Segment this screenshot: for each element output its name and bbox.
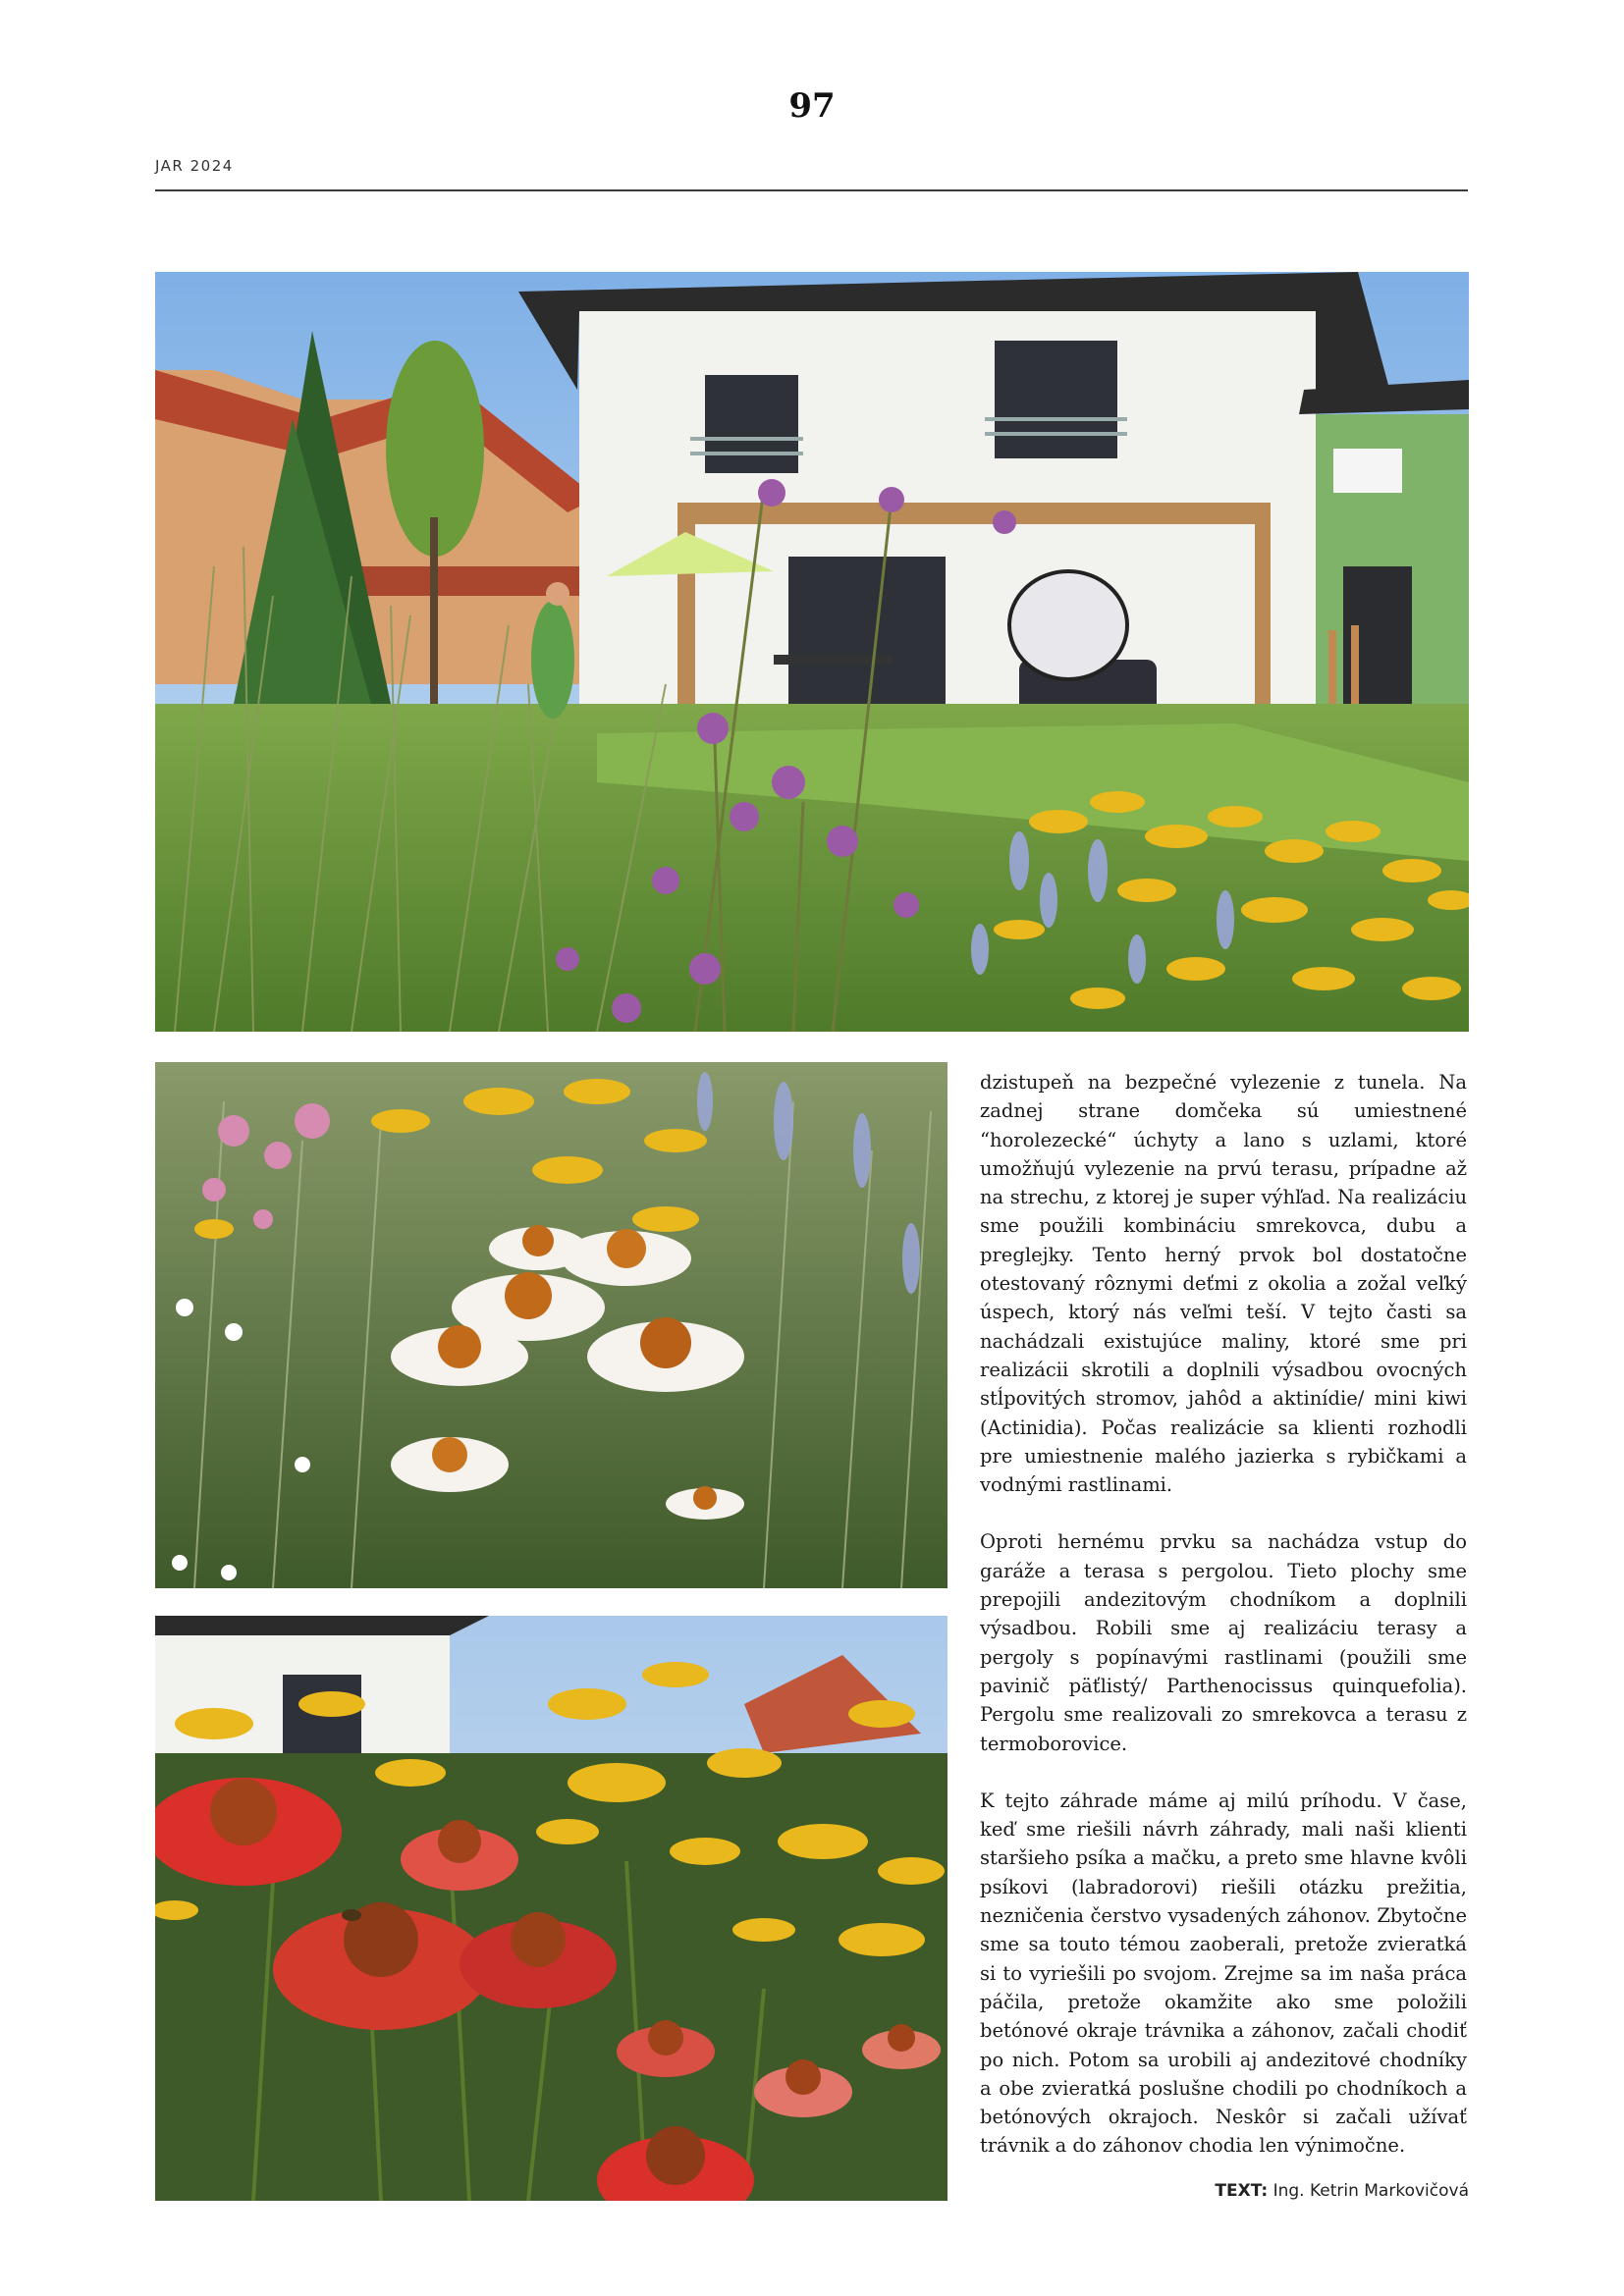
issue-label: JAR 2024 xyxy=(155,157,234,175)
article-text xyxy=(980,1068,1467,2189)
garden-house-illustration xyxy=(155,272,1469,1032)
red-echinacea-illustration xyxy=(155,1616,947,2201)
article-paragraph-1: dzistupeň na bezpečné vylezenie z tunela. Na zadnej strane domčeka sú umiestnené “horolezecké“ úchyty a lano s uzlami, ktoré umožňujú vylezenie na prvú terasu, prípadne až na strechu, z ktorej je super výhľad. Na realizáciu sme použili kombináciu smrekovca, dubu a preglejky. Tento herný prvok bol dostatočne otestovaný rôznymi deťmi z okolia a zožal veľký úspech, ktorý nás veľmi teší. V tejto časti sa nachádzali existujúce maliny, ktoré sme pri realizácii skrotili a doplnili výsadbou ovocných stĺpovitých stromov, jahôd a aktinídie/ mini kiwi (Actinidia). Počas realizácie sa klienti rozhodli pre umiestnenie malého jazierka s rybičkami a vodnými rastlinami. xyxy=(980,1071,1467,1497)
article-paragraph-2: Oproti hernému prvku sa nachádza vstup do garáže a terasa s pergolou. Tieto plochy sme prepojili andezitovým chodníkom a doplnili výsadbou. Robili sme aj realizáciu terasy a pergoly s popínavými rastlinami (použili sme pavinič päťlistý/ Parthenocissus quinquefolia). Pergolu sme realizovali zo smrekovca a terasu z termoborovice. xyxy=(980,1530,1467,1755)
white-echinacea-illustration xyxy=(155,1062,947,1588)
garden-house-photo xyxy=(155,272,1469,1032)
red-echinacea-photo xyxy=(155,1616,947,2201)
header-rule xyxy=(155,189,1468,191)
page-number: 97 xyxy=(788,86,836,126)
byline-author: Ing. Ketrin Markovičová xyxy=(1272,2181,1469,2201)
white-echinacea-photo xyxy=(155,1062,947,1588)
byline xyxy=(1215,2181,1469,2201)
article-paragraph-3: K tejto záhrade máme aj milú príhodu. V čase, keď sme riešili návrh záhrady, mali naši klienti staršieho psíka a mačku, a preto sme hlavne kvôli psíkovi (labradorovi) riešili otázku prežitia, nezničenia čerstvo vysadených záhonov. Zbytočne sme sa touto témou zaoberali, pretože zvieratká si to vyriešili po svojom. Zrejme sa im naša práca páčila, pretože okamžite ako sme položili betónové okraje trávnika a záhonov, začali chodiť po nich. Potom sa urobili aj andezitové chodníky a obe zvieratká poslušne chodili po chodníkoch a betónových okrajoch. Neskôr si začali užívať trávnik a do záhonov chodia len výnimočne. xyxy=(980,1789,1467,2158)
byline-label: TEXT: xyxy=(1215,2181,1269,2201)
